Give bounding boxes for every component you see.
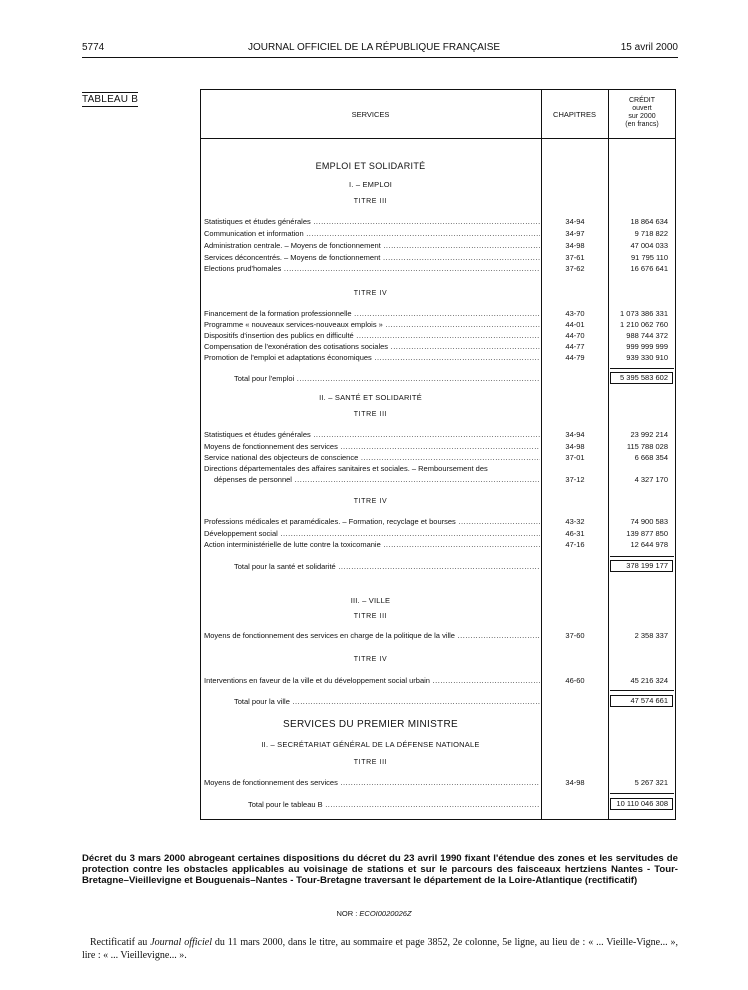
subsection-sgdn: II. – SECRÉTARIAT GÉNÉRAL DE LA DÉFENSE NATIONALE: [261, 740, 480, 749]
table-row-chapter: 46-31: [565, 529, 585, 538]
table-row-amount: 9 718 822: [634, 229, 668, 238]
table-row-amount: 16 676 641: [630, 264, 668, 273]
rectificatif-prefix: Rectificatif au: [90, 937, 151, 948]
table-row-amount: 74 900 583: [630, 517, 668, 526]
table-row-label: Elections prud'homales .....: [204, 264, 540, 274]
nor-code: ECOI0020026Z: [359, 909, 412, 918]
table-row-amount: 18 864 634: [630, 217, 668, 226]
table-row-chapter: 46-60: [565, 676, 585, 685]
table-row-chapter: 37-61: [565, 253, 585, 262]
rectificatif-text: du 11 mars 2000, dans le titre, au sommaire et page 3852, 2e colonne, 5e ligne, au lieu de : « ... Vieille-Vigne... », lire : « ... Vieillevigne... ».: [82, 937, 678, 961]
journal-name: Journal officiel: [150, 937, 212, 948]
table-row-chapter: 34-94: [565, 217, 585, 226]
total-row-amount: 5 395 583 602: [620, 373, 668, 382]
table-label-underline: [82, 106, 138, 107]
table-row-label: Directions départementales des affaires sanitaires et sociales. – Remboursement des: [204, 464, 488, 473]
table-row-label: Statistiques et études générales .....: [204, 217, 540, 227]
table-row-amount: 23 992 214: [630, 430, 668, 439]
table-row-amount: 6 668 354: [634, 453, 668, 462]
issue-date: 15 avril 2000: [620, 42, 678, 53]
table-row-label: Statistiques et études générales .....: [204, 430, 540, 440]
table-label-overline: [82, 92, 138, 93]
table-row-label: Action interministérielle de lutte contre la toxicomanie .....: [204, 540, 540, 550]
table-row-chapter: 43-32: [565, 517, 585, 526]
table-row-chapter: 34-97: [565, 229, 585, 238]
col-divider-1: [541, 89, 542, 820]
table-row-label: Professions médicales et paramédicales. – Formation, recyclage et bourses .....: [204, 517, 540, 527]
table-row-amount: 4 327 170: [634, 475, 668, 484]
table-row-label: Services déconcentrés. – Moyens de fonctionnement .....: [204, 253, 540, 263]
table-row-amount: 45 216 324: [630, 676, 668, 685]
journal-title: JOURNAL OFFICIEL DE LA RÉPUBLIQUE FRANÇAISE: [247, 42, 501, 53]
total-row-label: Total pour le tableau B .....: [248, 800, 540, 810]
table-row-label: Moyens de fonctionnement des services en charge de la politique de la ville .....: [204, 631, 540, 641]
total-row-amount: 47 574 661: [630, 696, 668, 705]
decree-title: Décret du 3 mars 2000 abrogeant certaines dispositions du décret du 23 avril 1990 fixant l'étendue des zones et les servitudes de protection contre les obstacles applicables au voisinage de stations et sur le parcours des faisceaux hertziens Nantes - Tour-Bretagne–Vieillevigne et Bouguenais–Nantes - Tour-Bretagne traversant le département de la Loire-Atlantique (rectificatif): [82, 853, 678, 886]
titre-heading: TITRE III: [353, 613, 388, 620]
table-row-chapter: 34-98: [565, 442, 585, 451]
rectificatif-paragraph: [82, 936, 678, 962]
table-row-label: Service national des objecteurs de conscience .....: [204, 453, 540, 463]
col-services: SERVICES: [351, 110, 390, 119]
table-row-chapter: 37-62: [565, 264, 585, 273]
total-row-amount: 378 199 177: [626, 561, 668, 570]
subsection-emploi: I. – EMPLOI: [348, 180, 393, 189]
table-row-amount: 988 744 372: [626, 331, 668, 340]
header-divider: [200, 138, 676, 139]
col-credit: CRÉDIT ouvert sur 2000 (en francs): [625, 97, 659, 128]
subtotal-rule: [610, 368, 674, 369]
header-rule: [82, 57, 678, 58]
table-row-amount: 1 210 062 760: [620, 320, 668, 329]
table-row-label: Dispositifs d'insertion des publics en difficulté .....: [204, 331, 540, 341]
total-row-label: Total pour la ville .....: [234, 697, 540, 707]
nor-reference: [0, 909, 748, 918]
titre-heading: TITRE IV: [353, 656, 388, 663]
table-row-chapter: 37-01: [565, 453, 585, 462]
table-row-chapter: 37-60: [565, 631, 585, 640]
nor-label: NOR :: [336, 909, 358, 918]
table-row-chapter: 34-98: [565, 778, 585, 787]
table-row-label: Interventions en faveur de la ville et du développement social urbain .....: [204, 676, 540, 686]
table-label: TABLEAU B: [82, 94, 139, 105]
table-row-label: Financement de la formation professionnelle .....: [204, 309, 540, 319]
table-row-amount: 1 073 386 331: [620, 309, 668, 318]
table-row-label: dépenses de personnel .....: [214, 475, 540, 485]
section-premier-ministre: SERVICES DU PREMIER MINISTRE: [283, 719, 458, 730]
table-row-amount: 939 330 910: [626, 353, 668, 362]
table-row-amount: 47 004 033: [630, 241, 668, 250]
table-row-amount: 2 358 337: [634, 631, 668, 640]
total-row-label: Total pour l'emploi .....: [234, 374, 540, 384]
subtotal-rule: [610, 556, 674, 557]
table-row-chapter: 44-01: [565, 320, 585, 329]
titre-heading: TITRE IV: [353, 498, 388, 505]
titre-heading: TITRE IV: [353, 290, 388, 297]
table-row-amount: 12 644 978: [630, 540, 668, 549]
table-row-chapter: 44-70: [565, 331, 585, 340]
col-divider-2: [608, 89, 609, 820]
table-row-chapter: 34-98: [565, 241, 585, 250]
table-row-label: Communication et information .....: [204, 229, 540, 239]
table-row-label: Développement social .....: [204, 529, 540, 539]
titre-heading: TITRE III: [353, 411, 388, 418]
table-row-label: Moyens de fonctionnement des services .....: [204, 778, 540, 788]
subsection-ville: III. – VILLE: [350, 596, 391, 605]
table-row-chapter: 44-79: [565, 353, 585, 362]
total-row-amount: 10 110 046 308: [616, 799, 668, 808]
table-row-label: Programme « nouveaux services-nouveaux emplois » .....: [204, 320, 540, 330]
subtotal-rule: [610, 793, 674, 794]
table-row-label: Moyens de fonctionnement des services .....: [204, 442, 540, 452]
table-row-label: Compensation de l'exonération des cotisations sociales .....: [204, 342, 540, 352]
table-row-amount: 999 999 999: [626, 342, 668, 351]
section-emploi-solidarite: EMPLOI ET SOLIDARITÉ: [315, 161, 426, 171]
total-row-label: Total pour la santé et solidarité .....: [234, 562, 540, 572]
titre-heading: TITRE III: [353, 198, 388, 205]
table-row-amount: 5 267 321: [634, 778, 668, 787]
table-row-amount: 91 795 110: [631, 253, 668, 262]
subsection-sante: II. – SANTÉ ET SOLIDARITÉ: [319, 393, 422, 402]
table-row-label: Promotion de l'emploi et adaptations économiques .....: [204, 353, 540, 363]
titre-heading: TITRE III: [353, 759, 388, 766]
table-row-chapter: 34-94: [565, 430, 585, 439]
table-row-label: Administration centrale. – Moyens de fonctionnement .....: [204, 241, 540, 251]
table-row-chapter: 44-77: [565, 342, 585, 351]
table-row-amount: 115 788 028: [626, 442, 668, 451]
table-row-amount: 139 877 850: [626, 529, 668, 538]
table-row-chapter: 37-12: [565, 475, 585, 484]
col-chapitres: CHAPITRES: [553, 110, 596, 119]
table-row-chapter: 47-16: [565, 540, 585, 549]
table-row-chapter: 43-70: [565, 309, 585, 318]
page-number: 5774: [82, 42, 105, 53]
subtotal-rule: [610, 690, 674, 691]
